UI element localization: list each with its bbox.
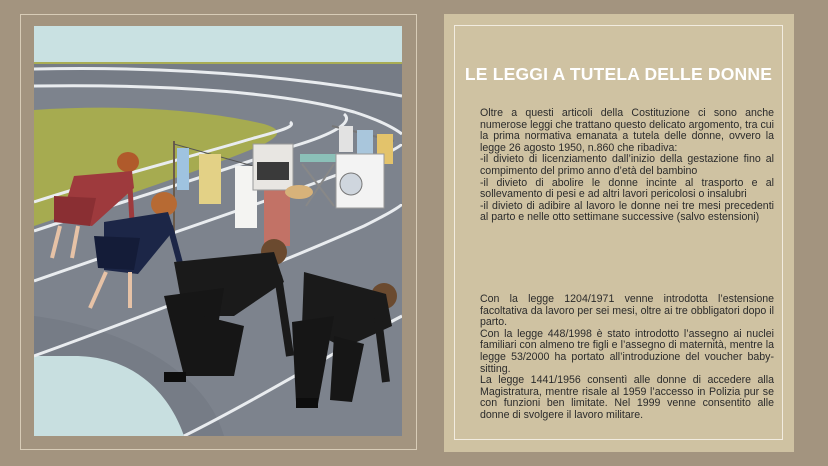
text-block-2	[480, 294, 774, 422]
paragraph: Oltre a questi articoli della Costituzione ci sono anche numerose leggi che trattano questo delicato argomento, tra cui la prima normativa emanata a tutela delle donne, ovvero la legge 26 agosto 1950, n.860 che ribadiva:	[480, 107, 774, 154]
paragraph: Con la legge 448/1998 è stato introdotto l’assegno ai nuclei familiari con almeno tre figli e l’assegno di maternità, mentre la legge 53/2000 ha portato all’introduzione del voucher baby-sitting.	[480, 327, 774, 375]
text-block-1	[480, 108, 774, 224]
paragraph: Con la legge 1204/1971 venne introdotta l’estensione facoltativa da lavoro per sei mesi, oltre ai tre obbligatori dopo il parto.	[480, 293, 774, 329]
slide-title: LE LEGGI A TUTELA DELLE DONNE	[464, 64, 773, 84]
paragraph: -il divieto di adibire al lavoro le donne nei tre mesi precedenti al parto e nelle otto settimane successive (salvo estensioni)	[480, 199, 774, 224]
paragraph: -il divieto di licenziamento dall’inizio della gestazione fino al compimento del primo anno d’età del bambino	[480, 153, 774, 177]
text-panel-border	[454, 25, 783, 440]
paragraph: -il divieto di abolire le donne incinte al trasporto e al sollevamento di pesi e ad altri lavori pericolosi o insalubri	[480, 176, 774, 201]
text-panel	[444, 14, 794, 452]
race-track-illustration	[34, 26, 402, 436]
paragraph: La legge 1441/1956 consentì alle donne di accedere alla Magistratura, mentre risale al 1959 l’accesso in Polizia pur se con funzioni ben limitate. Nel 1999 venne consentito alle donne di svolgere il lavoro militare.	[480, 374, 774, 421]
race-track-drawing	[34, 26, 402, 436]
